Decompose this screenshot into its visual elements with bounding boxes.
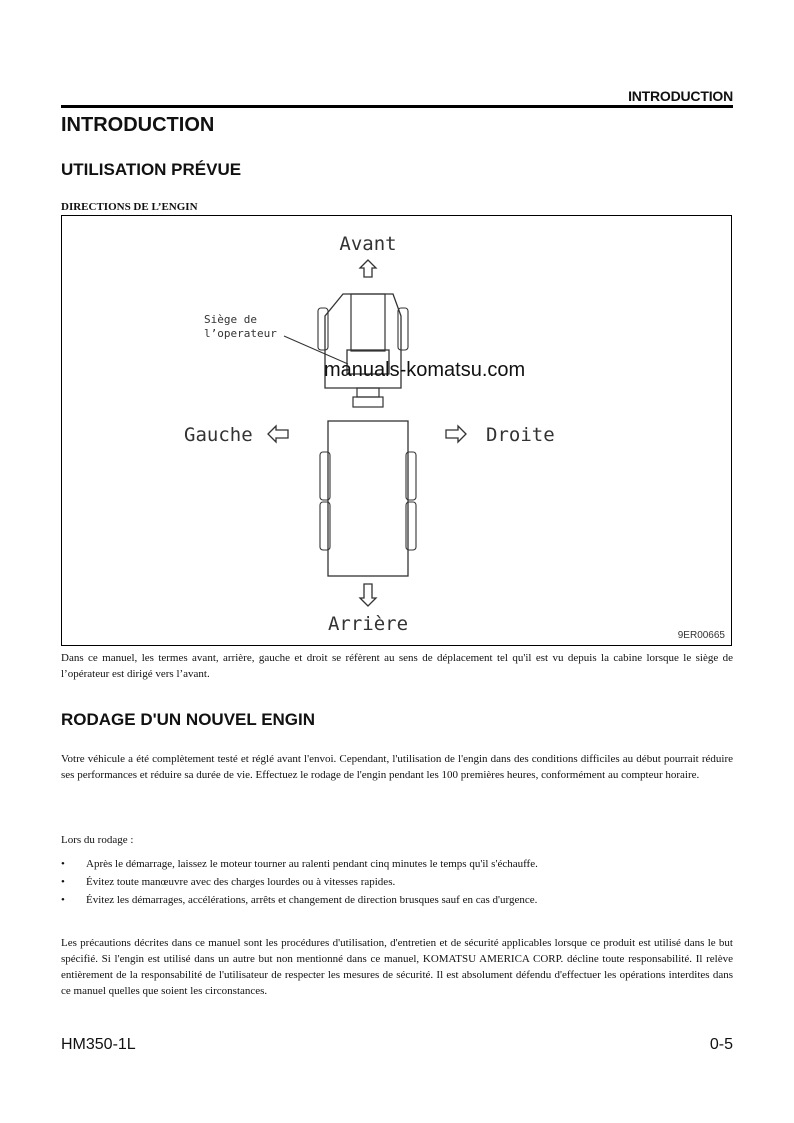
- list-item: [61, 891, 733, 909]
- closing-paragraph: Les précautions décrites dans ce manuel sont les procédures d'utilisation, d'entretien et de sécurité applicables lorsque ce produit est utilisé dans le but spécifié. Si l'engin est utilisé dans un autre but non mentionné dans ce manuel, KOMATSU AMERICA CORP. décline toute responsabilité. Il relève entièrement de la responsabilité de l'utilisateur de respecter les mesures de sécurité. Il est absolument défendu d'effectuer les opérations interdites dans ce manuel quelles que soient les circonstances.: [61, 937, 733, 997]
- watermark-text: manuals-komatsu.com: [324, 359, 526, 381]
- page-title: INTRODUCTION: [61, 114, 215, 136]
- front-right-wheel: [398, 308, 408, 350]
- list-item: [61, 873, 733, 891]
- list-item-text: Après le démarrage, laissez le moteur tourner au ralenti pendant cinq minutes le temps qu'il s'échauffe.: [86, 858, 538, 870]
- figure-code: 9ER00665: [677, 630, 725, 641]
- arrow-right-icon: [446, 426, 466, 442]
- break-in-lead: Lors du rodage :: [61, 834, 134, 846]
- section-heading-intended-use: UTILISATION PRÉVUE: [61, 160, 242, 179]
- bullet-icon: •: [61, 894, 65, 906]
- label-droite: Droite: [486, 424, 555, 446]
- list-item-text: Évitez toute manœuvre avec des charges lourdes ou à vitesses rapides.: [86, 876, 396, 888]
- label-seat-line2: l’operateur: [204, 327, 277, 340]
- label-avant: Avant: [339, 233, 397, 255]
- figure-caption: Dans ce manuel, les termes avant, arrière, gauche et droit se réfèrent au sens de déplacement tel qu'il est vu depuis la cabine lorsque le siège de l’opérateur est dirigé vers l’avant.: [61, 652, 733, 680]
- header-rule: [61, 105, 733, 108]
- machine-diagram: [62, 216, 733, 647]
- footer-model: HM350-1L: [61, 1036, 136, 1053]
- figure-label: DIRECTIONS DE L’ENGIN: [61, 201, 198, 213]
- label-seat-line1: Siège de: [204, 313, 257, 326]
- list-item-text: Évitez les démarrages, accélérations, arrêts et changement de direction brusques sauf en cas d'urgence.: [86, 894, 538, 906]
- break-in-bullet-list: [61, 855, 733, 909]
- bullet-icon: •: [61, 858, 65, 870]
- hitch-upper: [357, 388, 379, 397]
- break-in-intro-paragraph: Votre véhicule a été complètement testé et réglé avant l'envoi. Cependant, l'utilisation de l'engin dans des conditions difficiles au début pourrait réduire ses performances et réduire sa durée de vie. Effectuez le rodage de l'engin pendant les 100 premières heures, conformément au compteur horaire.: [61, 753, 733, 781]
- hitch-lower: [353, 397, 383, 407]
- label-gauche: Gauche: [184, 424, 253, 446]
- footer-page-number: 0-5: [709, 1036, 733, 1053]
- bullet-icon: •: [61, 876, 65, 888]
- rear-body: [328, 421, 408, 576]
- label-arriere: Arrière: [327, 613, 409, 635]
- cab-window: [351, 294, 385, 351]
- running-header: INTRODUCTION: [628, 88, 733, 104]
- arrow-left-icon: [268, 426, 288, 442]
- arrow-up-icon: [360, 260, 376, 277]
- arrow-down-icon: [360, 584, 376, 606]
- list-item: [61, 855, 733, 873]
- machine-directions-figure: [61, 215, 732, 646]
- section-heading-break-in: RODAGE D'UN NOUVEL ENGIN: [61, 710, 316, 729]
